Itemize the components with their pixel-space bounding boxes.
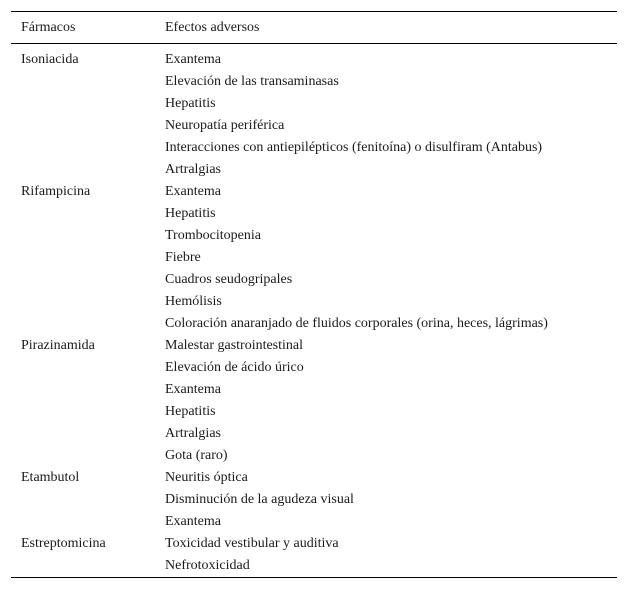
effect-cell: Toxicidad vestibular y auditiva	[165, 536, 339, 551]
table-row	[11, 137, 617, 159]
effect-cell: Exantema	[165, 184, 221, 199]
effect-cell: Artralgias	[165, 162, 221, 177]
effect-cell: Elevación de las transaminasas	[165, 74, 339, 89]
effect-cell: Artralgias	[165, 426, 221, 441]
effect-cell: Neuropatía periférica	[165, 118, 285, 133]
drug-cell	[11, 401, 165, 423]
effect-cell: Coloración anaranjado de fluidos corporales (orina, heces, lágrimas)	[165, 316, 548, 331]
drug-cell: Estreptomicina	[21, 536, 106, 551]
table-header	[11, 12, 617, 44]
drug-cell	[11, 159, 165, 181]
header-row	[11, 12, 617, 44]
drug-cell	[11, 555, 165, 577]
effect-cell: Gota (raro)	[165, 448, 228, 463]
drug-cell	[11, 269, 165, 291]
effect-cell: Elevación de ácido úrico	[165, 360, 304, 375]
effect-cell: Interacciones con antiepilépticos (fenitoína) o disulfiram (Antabus)	[165, 140, 543, 155]
table-row	[11, 467, 617, 489]
drug-cell	[11, 489, 165, 511]
table-row	[11, 401, 617, 423]
drug-cell	[11, 423, 165, 445]
drug-cell	[11, 247, 165, 269]
effect-cell: Neuritis óptica	[165, 470, 248, 485]
effect-cell: Hepatitis	[165, 96, 216, 111]
drug-cell	[11, 203, 165, 225]
table-row	[11, 511, 617, 533]
effect-cell: Cuadros seudogripales	[165, 272, 293, 287]
table-row	[11, 49, 617, 71]
header-adverse-effects: Efectos adversos	[165, 19, 260, 35]
drug-cell: Rifampicina	[21, 184, 91, 199]
table-row	[11, 445, 617, 467]
drug-cell	[11, 445, 165, 467]
drug-cell	[11, 379, 165, 401]
effect-cell: Exantema	[165, 52, 221, 67]
effect-cell: Hemólisis	[165, 294, 222, 309]
table-row	[11, 335, 617, 357]
table-row	[11, 313, 617, 335]
effect-cell: Exantema	[165, 514, 221, 529]
adverse-effects-table-container	[11, 11, 617, 578]
effect-cell: Hepatitis	[165, 404, 216, 419]
table-row	[11, 225, 617, 247]
drug-cell	[11, 291, 165, 313]
table-row	[11, 181, 617, 203]
adverse-effects-table	[11, 11, 617, 577]
drug-cell	[11, 313, 165, 335]
drug-cell	[11, 71, 165, 93]
table-bottom-rule	[11, 577, 617, 578]
table-row	[11, 247, 617, 269]
effect-cell: Trombocitopenia	[165, 228, 261, 243]
effect-cell: Nefrotoxicidad	[165, 558, 250, 573]
table-row	[11, 203, 617, 225]
table-body	[11, 44, 617, 578]
table-row	[11, 71, 617, 93]
drug-cell	[11, 137, 165, 159]
table-row	[11, 159, 617, 181]
table-row	[11, 291, 617, 313]
table-row	[11, 93, 617, 115]
effect-cell: Exantema	[165, 382, 221, 397]
table-row	[11, 115, 617, 137]
table-row	[11, 379, 617, 401]
effect-cell: Malestar gastrointestinal	[165, 338, 304, 353]
effect-cell: Hepatitis	[165, 206, 216, 221]
effect-cell: Disminución de la agudeza visual	[165, 492, 354, 507]
drug-cell: Pirazinamida	[21, 338, 95, 353]
table-row	[11, 357, 617, 379]
drug-cell	[11, 225, 165, 247]
drug-cell: Isoniacida	[21, 52, 79, 67]
table-row	[11, 269, 617, 291]
header-drugs: Fármacos	[21, 19, 76, 35]
drug-cell	[11, 93, 165, 115]
table-row	[11, 489, 617, 511]
table-row	[11, 533, 617, 555]
drug-cell: Etambutol	[21, 470, 80, 485]
effect-cell: Fiebre	[165, 250, 201, 265]
table-row	[11, 555, 617, 577]
drug-cell	[11, 511, 165, 533]
table-row	[11, 423, 617, 445]
drug-cell	[11, 115, 165, 137]
drug-cell	[11, 357, 165, 379]
